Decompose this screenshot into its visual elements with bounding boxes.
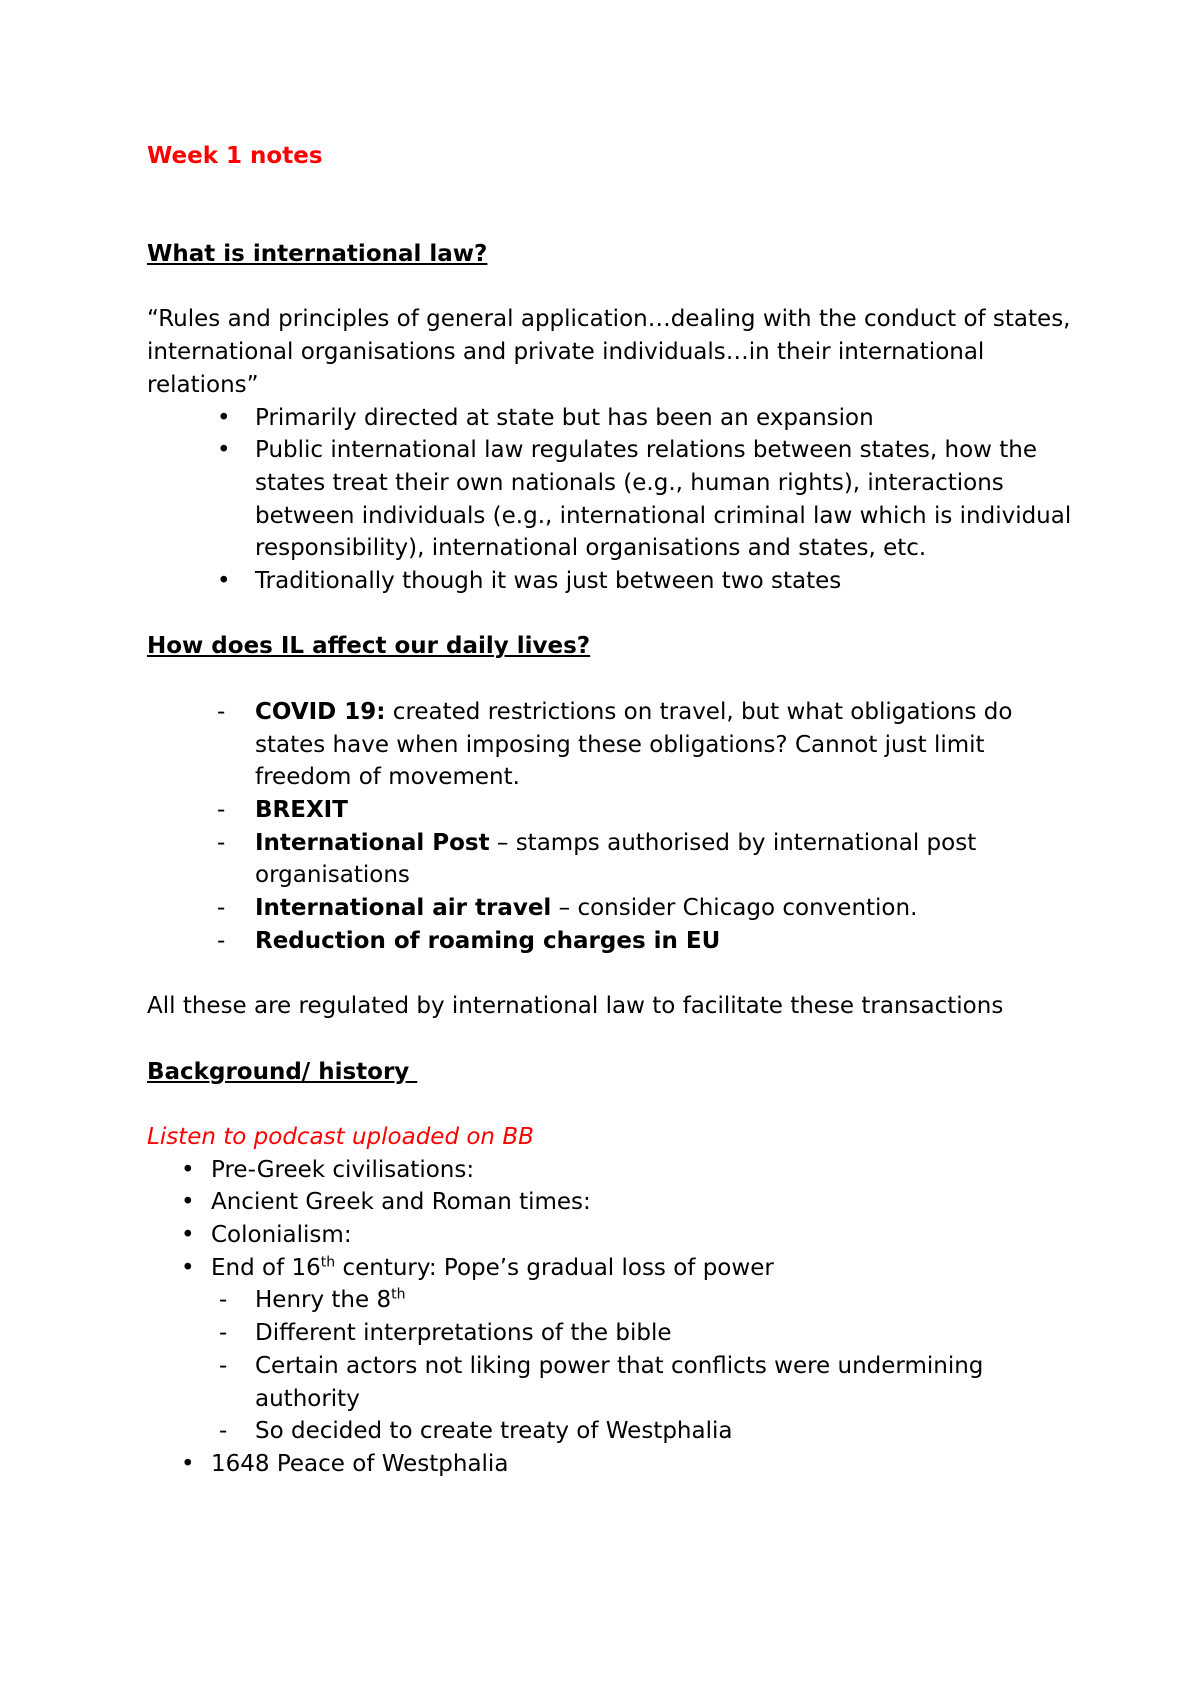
item-text: – stamps authorised by international post organisations	[255, 829, 977, 889]
list-item: • Ancient Greek and Roman times:	[147, 1186, 1087, 1219]
item-bold-label: International air travel	[255, 895, 552, 922]
podcast-note: Listen to podcast uploaded on BB	[147, 1123, 534, 1150]
item-text: – consider Chicago convention.	[551, 895, 918, 922]
daily-lives-list	[147, 696, 1087, 958]
list-item: • Pre-Greek civilisations:	[147, 1154, 1087, 1187]
item-bold-label: COVID 19:	[255, 698, 386, 725]
section-heading-daily-lives: How does IL affect our daily lives?	[147, 633, 591, 660]
list-item: • Public international law regulates relations between states, how the states treat their own nationals (e.g., human rights), interactions between individuals (e.g., international criminal law which is individual responsibility), international organisations and states, etc.	[147, 434, 1087, 565]
document-body	[147, 140, 1087, 1481]
list-item	[147, 827, 1087, 892]
list-item: - Different interpretations of the bible	[147, 1317, 1087, 1350]
list-item: • End of 16th century: Pope’s gradual loss of power	[147, 1252, 1087, 1285]
list-item: • Primarily directed at state but has been an expansion	[147, 402, 1087, 435]
definition-bullet-list	[147, 402, 1087, 598]
list-item: • 1648 Peace of Westphalia	[147, 1448, 1087, 1481]
item-bold-label: International Post	[255, 829, 490, 856]
item-text: created restrictions on travel, but what obligations do states have when imposing these obligations? Cannot just limit freedom of movement.	[255, 698, 1013, 791]
history-bullet-list-end	[147, 1448, 1087, 1481]
section-heading-what-is-il: What is international law?	[147, 241, 488, 268]
history-bullet-list	[147, 1154, 1087, 1285]
section-heading-background-history: Background/ history	[147, 1058, 418, 1085]
list-item: - Certain actors not liking power that conflicts were undermining authority	[147, 1350, 1087, 1415]
item-bold-label: Reduction of roaming charges in EU	[255, 927, 721, 954]
list-item	[147, 892, 1087, 925]
list-item: - So decided to create treaty of Westphalia	[147, 1415, 1087, 1448]
list-item	[147, 794, 1087, 827]
list-item: • Colonialism:	[147, 1219, 1087, 1252]
item-bold-label: BREXIT	[255, 796, 348, 823]
daily-lives-summary: All these are regulated by international law to facilitate these transactions	[147, 993, 1004, 1020]
list-item: - Henry the 8th	[147, 1284, 1087, 1317]
document-title: Week 1 notes	[147, 143, 323, 169]
list-item: • Traditionally though it was just between two states	[147, 565, 1087, 598]
history-sub-list	[147, 1284, 1087, 1448]
list-item	[147, 696, 1087, 794]
definition-quote: “Rules and principles of general application…dealing with the conduct of states, international organisations and private individuals…in their international relations”	[147, 306, 1071, 398]
list-item	[147, 925, 1087, 958]
